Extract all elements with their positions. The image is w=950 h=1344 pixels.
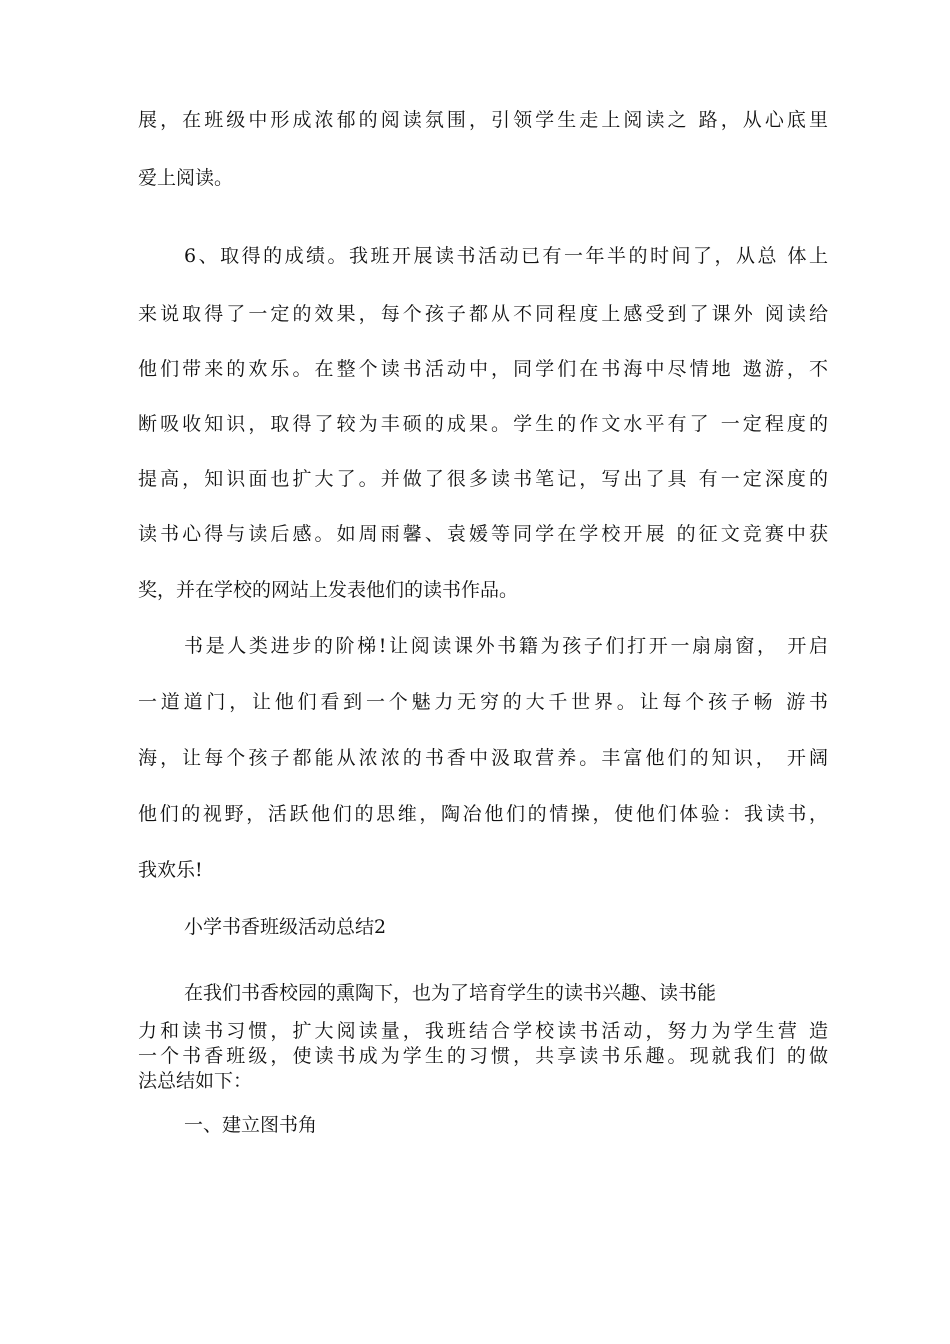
paragraph-line: 断吸收知识，取得了较为丰硕的成果。学生的作文水平有了 一定程度的	[138, 413, 828, 435]
paragraph-line: 书是人类进步的阶梯!让阅读课外书籍为孩子们打开一扇扇窗， 开启	[184, 635, 828, 657]
paragraph-line: 法总结如下：	[138, 1070, 253, 1092]
paragraph-line: 提高，知识面也扩大了。并做了很多读书笔记，写出了具 有一定深度的	[138, 468, 828, 490]
paragraph-line: 在我们书香校园的熏陶下，也为了培育学生的读书兴趣、读书能	[184, 982, 717, 1004]
paragraph-line: 海，让每个孩子都能从浓浓的书香中汲取营养。丰富他们的知识， 开阔	[138, 747, 828, 769]
paragraph-line: 他们的视野，活跃他们的思维，陶冶他们的情操，使他们体验：我读书，	[138, 803, 828, 825]
paragraph-line: 爱上阅读。	[138, 167, 234, 189]
paragraph-line: 我欢乐!	[138, 859, 203, 881]
paragraph-line: 一个书香班级，使读书成为学生的习惯，共享读书乐趣。现就我们 的做	[138, 1045, 828, 1067]
paragraph-line: 一道道门，让他们看到一个魅力无穷的大千世界。让每个孩子畅 游书	[138, 691, 828, 713]
paragraph-line: 力和读书习惯，扩大阅读量，我班结合学校读书活动，努力为学生营 造	[138, 1020, 828, 1042]
paragraph-line: 读书心得与读后感。如周雨馨、袁媛等同学在学校开展 的征文竞赛中获	[138, 523, 828, 545]
paragraph-line: 奖，并在学校的网站上发表他们的读书作品。	[138, 579, 519, 601]
section-heading: 一、建立图书角	[184, 1114, 318, 1136]
section-title: 小学书香班级活动总结2	[184, 916, 387, 938]
paragraph-line: 展，在班级中形成浓郁的阅读氛围，引领学生走上阅读之 路，从心底里	[138, 109, 828, 131]
paragraph-line: 6、取得的成绩。我班开展读书活动已有一年半的时间了，从总 体上	[184, 245, 828, 267]
paragraph-line: 他们带来的欢乐。在整个读书活动中，同学们在书海中尽情地 遨游，不	[138, 358, 828, 380]
paragraph-line: 来说取得了一定的效果，每个孩子都从不同程度上感受到了课外 阅读给	[138, 303, 828, 325]
